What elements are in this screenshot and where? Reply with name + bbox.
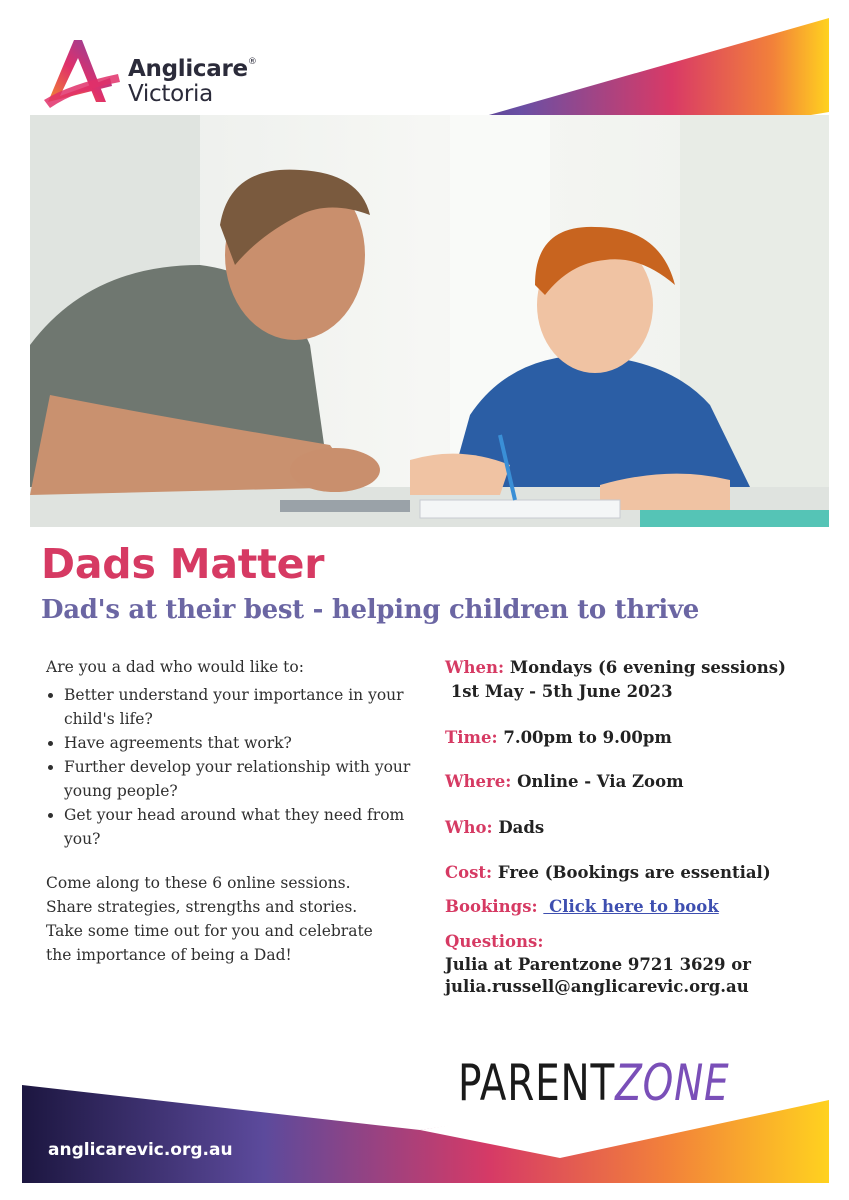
questions-email-row <box>445 976 749 998</box>
logo-wordmark <box>128 58 257 106</box>
time-row <box>445 727 672 749</box>
where-label: Where: <box>445 772 512 791</box>
where-row <box>445 771 684 793</box>
page-title: Dads Matter <box>41 540 325 588</box>
closing-line: Share strategies, strengths and stories. <box>46 898 358 916</box>
benefits-list <box>46 683 431 851</box>
parentzone-logo <box>458 1054 730 1112</box>
where-value: Online - Via Zoom <box>517 772 684 791</box>
questions-email: julia.russell@anglicarevic.org.au <box>445 977 749 996</box>
questions-contact: Julia at Parentzone 9721 3629 or <box>445 955 751 974</box>
cost-label: Cost: <box>445 863 493 882</box>
time-label: Time: <box>445 728 498 747</box>
list-item: • Have agreements that work? <box>64 731 431 755</box>
questions-contact-row <box>445 954 751 976</box>
who-row <box>445 817 544 839</box>
photo-dad-and-son <box>30 115 829 527</box>
brand-reg-mark: ® <box>247 57 257 67</box>
list-item: • Get your head around what they need from you? <box>64 803 431 851</box>
who-label: Who: <box>445 818 493 837</box>
bookings-label: Bookings: <box>445 897 538 916</box>
parentzone-logo-zone: ZONE <box>615 1054 730 1112</box>
questions-label: Questions: <box>445 932 544 951</box>
bookings-row <box>445 896 719 918</box>
site-url: anglicarevic.org.au <box>48 1140 233 1160</box>
cost-value: Free (Bookings are essential) <box>497 863 771 882</box>
brand-name: Anglicare <box>128 56 248 82</box>
cost-row <box>445 862 771 884</box>
when-label: When: <box>445 658 505 677</box>
closing-line: the importance of being a Dad! <box>46 946 292 964</box>
brand-sub: Victoria <box>128 81 213 107</box>
intro-section <box>46 655 431 967</box>
list-item: • Better understand your importance in your child's life? <box>64 683 431 731</box>
intro-text: Are you a dad who would like to: <box>46 658 304 676</box>
who-value: Dads <box>498 818 545 837</box>
when-dates: 1st May - 5th June 2023 <box>445 682 673 701</box>
closing-text <box>46 871 431 967</box>
when-dates-row <box>445 681 673 703</box>
list-item: • Further develop your relationship with your young people? <box>64 755 431 803</box>
when-row <box>445 657 786 679</box>
when-value: Mondays (6 evening sessions) <box>509 658 786 677</box>
closing-line: Come along to these 6 online sessions. <box>46 874 351 892</box>
page-subtitle: Dad's at their best - helping children to thrive <box>41 595 699 625</box>
questions-row <box>445 931 543 953</box>
booking-link[interactable]: Click here to book <box>543 897 719 916</box>
parentzone-logo-parent: PARENT <box>458 1054 616 1112</box>
closing-line: Take some time out for you and celebrate <box>46 922 373 940</box>
time-value: 7.00pm to 9.00pm <box>503 728 672 747</box>
